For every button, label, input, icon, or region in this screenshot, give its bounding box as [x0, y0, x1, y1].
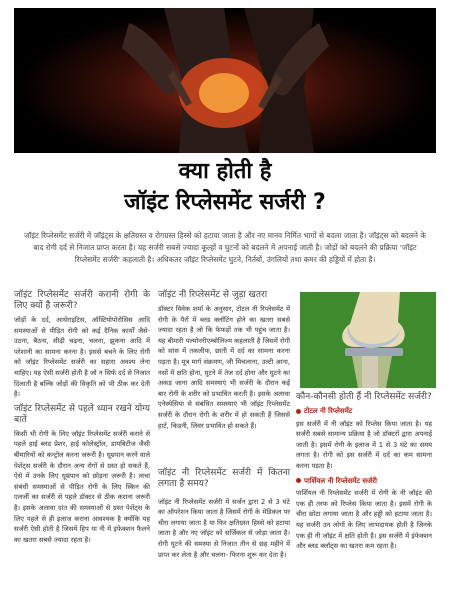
knee-implant-illustration [300, 292, 436, 388]
section-heading-time: जॉइंट नी रिप्लेसमेंट सर्जरी में कितना लगता है समय? [158, 468, 290, 489]
column-left [14, 290, 150, 549]
subheading-total-knee [296, 406, 432, 417]
headline-line2: जॉइंट रिप्लेसमेंट सर्जरी ? [124, 190, 326, 215]
paragraph-time: जॉइंट नी रिप्लेसमेंट सर्जरी में सर्जन द्वारा 2 से 3 घंटे का ऑपरेशन किया जाता है जिसमें रोगी के मेडिकल पर चीरा लगाया जाता है या फिर क्षतिग्रस्त हिस्से को हटाया जाता है और नए जॉइंट को सर्जिकल से जोड़ा जाता है। रोगी घुटने की समस्या से निजात तीन से छह महीने में प्राप्त कर लेता है और चलना- फिरना शुरू कर देता है। [158, 497, 290, 559]
knee-implant-image [300, 292, 436, 388]
intro-paragraph: जॉइंट रिप्लेसमेंट सर्जरी में जॉइंट्स के क्षतिग्रस्त व रोगग्रस्त हिस्से को हटाया जाता है और नए मानव निर्मित भागों से बदला जाता है। जॉइंट्स को बदलने के बाद रोगी दर्द से निजात प्राप्त करता है। यह सर्जरी सबसे ज्यादा कूल्हों व घुटनों को बदलने में अपनाई जाती है। जोड़ों को बदलने की प्रक्रिया 'जॉइंट रिप्लेसमेंट सर्जरी' कहलाती है। अधिकतर जॉइंट रिप्लेसमेंट घुटने, निर्तबों, उंगलियों तथा कमर की हड्डियों में होता है। [24, 231, 426, 264]
surgery-time-box [158, 468, 290, 567]
paragraph-precautions: किसी भी रोगी के लिए जॉइंट रिप्लेसमेंट सर्जरी कराने से पहले हाई ब्लड प्रेशर, हाई कोलेस्ट्रॉल, डायबिटीज जैसी बीमारियों को कन्ट्रोल करना जरूरी है। धूम्रपान करने वाले पेशेंट्स सर्जरी के दौरान अन्य रोगों से ग्रस्त हो सकते हैं, ऐसे में उनके लिए धूम्रपान को छोड़ना जरूरी है। त्वचा संबंधी समस्याओं से पीड़ित रोगी के लिए स्किन की एलर्जी का सर्जरी से पहले डॉक्टर से ठीक कराना जरूरी है। इसके अलावा दांत की समस्याओं से ग्रस्त पेशेंट्स के लिए पहले से ही इलाज कराना आवश्यक है क्योंकि यह सर्जरी ऐसी होती है जिसमें हिप या नी में इंफेक्शन फैलने का खतरा सबसे ज्यादा रहता है। [14, 429, 150, 544]
section-heading-precautions: जॉइंट रिप्लेसमेंट से पहले ध्यान रखने योग्य बातें [14, 403, 150, 425]
column-right [296, 392, 432, 556]
subheading-partial-knee [296, 476, 432, 487]
hero-image [14, 8, 436, 153]
subheading-partial-knee-label: पार्शियल नी रिप्लेसमेंट सर्जरी [304, 476, 377, 485]
paragraph-total-knee: इस सर्जरी में नी जॉइंट को रिप्लेस किया जाता है। यह सर्जरी सबसे सामान्य प्रक्रिया है जो डॉक्टरों द्वारा अपनाई जाती है। इसमें रोगी के इलाज में 1 से 3 घंटे का समय लगता है। रोगी को इस सर्जरी में दर्द का कम सामना करना पड़ता है। [296, 419, 432, 470]
bullet-icon [296, 478, 301, 483]
paragraph-risk: डॉक्टर विवेक शर्मा के अनुसार, टोटल नी रिप्लेसमेंट में रोगी के पैरों में ब्लड क्लॉटिंग होने का खतरा सबसे ज्यादा रहता है जो कि फेफड़ों तक भी पहुंच जाता है। यह बीमारी पल्मोनरीएम्बोलिज्म कहलाती है जिसमें रोगी को सांस में तकलीफ, छाती में दर्द का सामना करना पड़ता है। मूत्र मार्ग संक्रमण, जी मिचलाना, उल्टी आना, नसों में क्षति होना, घुटने में तेज दर्द होना और घुटने का अकड़ जाना आदि समस्याएं भी सर्जरी के दौरान कई बार रोगी के शरीर को प्रभावित करती है। इसके अलावा एनेस्थेसिया से संबंधित समस्याएं भी जॉइंट रिप्लेसमेंट सर्जरी के दौरान रोगी के शरीर में हो सकती हैं जिससे हार्ट, किडनी, लिवर प्रभावित हो सकते हैं। [158, 305, 290, 430]
column-middle [158, 290, 290, 435]
paragraph-why: जोड़ों के दर्द, आर्थराइटिस, ऑस्टियोपोरोसिस आदि समस्याओं से पीड़ित रोगी को कई दैनिक कार्यों जैसे- उठना, बैठना, सीढ़ी चढ़ना, चलना, झुकना आदि में परेशानी का सामना करना है। इससे बचने के लिए रोगी को जॉइंट रिप्लेसमेंट सर्जरी का सहारा अवश्य लेना चाहिए। यह ऐसी सर्जरी होती है जो न सिर्फ दर्द से निजात दिलाती है बल्कि जोड़ों की विकृति को भी ठीक कर देती है। [14, 316, 150, 399]
headline-line1: क्या होती है [178, 159, 272, 184]
section-heading-risk: जॉइंट नी रिप्लेसमेंट से जुड़ा खतरा [158, 290, 268, 300]
paragraph-partial-knee: पार्शियल नी रिप्लेसमेंट सर्जरी में रोगी के नी जॉइंट की एक ही तरफ को रिप्लेस किया जाता है। इसमें रोगी के चीरा छोटा लगाया जाता है और हड्डी को हटाया जाता है। यह सर्जरी उन लोगों के लिए लाभदायक होती है जिनके एक ही नी जॉइंट में क्षति होती है। इस सर्जरी में इंफेक्शन और ब्लड क्लॉट्स का खतरा कम रहता है। [296, 489, 432, 551]
subheading-total-knee-label: टोटल नी रिप्लेसमेंट [304, 407, 353, 415]
section-heading-types: कौन-कौनसी होती हैं नी रिप्लेसमेंट सर्जरी? [296, 392, 432, 402]
bullet-icon [296, 409, 301, 414]
section-heading-why: जॉइंट रिप्लेसमेंट सर्जरी करानी रोगी के लिए क्यों है जरूरी? [14, 290, 150, 311]
knee-pain-illustration [14, 8, 436, 153]
